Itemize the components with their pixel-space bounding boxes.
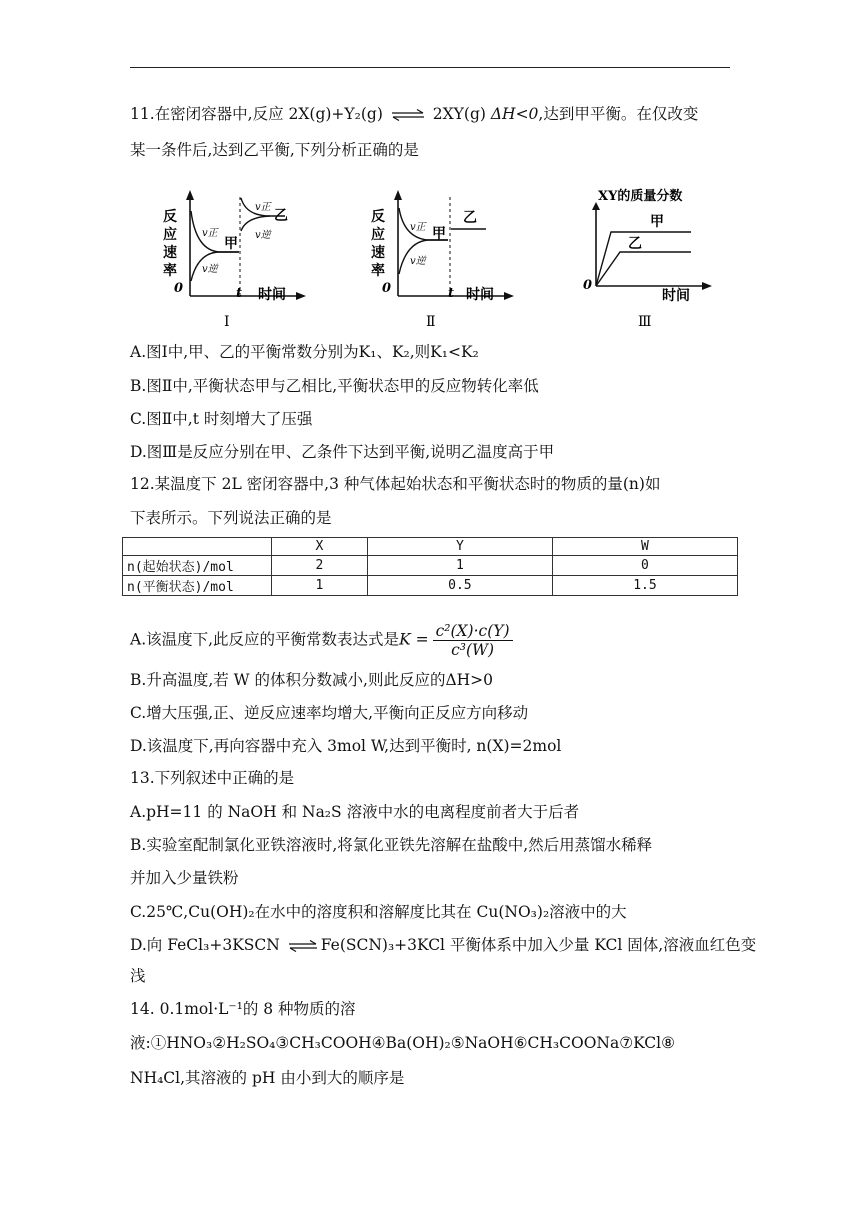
graph-1-ylabel-2: 应 <box>163 227 177 243</box>
q11-stem-line1 <box>130 104 698 124</box>
q12-option-a <box>130 622 513 659</box>
q14-stem-line1: 14. 0.1mol·L⁻¹的 8 种物质的溶 <box>130 1000 356 1018</box>
q12-option-b: B.升高温度,若 W 的体积分数减小,则此反应的ΔH>0 <box>130 671 494 689</box>
graph-1-t: t <box>236 286 243 301</box>
graph-3-ylabel: XY的质量分数 <box>598 189 683 204</box>
table-header-cell <box>123 538 272 556</box>
table-cell: n(平衡状态)/mol <box>123 576 272 596</box>
q11-reaction-rhs: 2XY(g) <box>432 105 486 123</box>
graph-1-xlabel: 时间 <box>258 287 286 303</box>
graph-2-state-yi: 乙 <box>463 210 477 226</box>
graph-2-v-forward-label: v正 <box>410 222 426 233</box>
table-header-cell: X <box>272 538 368 556</box>
q13-option-d-lhs: D.向 FeCl₃+3KSCN <box>130 936 280 954</box>
table-cell: 1 <box>367 556 552 576</box>
graph-1-ylabel-3: 速 <box>163 245 177 261</box>
graph-2-y-arrow <box>394 190 402 200</box>
table-header-row <box>123 538 738 556</box>
fraction-numerator: c²(X)·c(Y) <box>433 622 513 641</box>
graph-1-v-forward-label-2: v正 <box>255 202 271 213</box>
equilibrium-arrow-icon <box>288 940 318 952</box>
table-cell: n(起始状态)/mol <box>123 556 272 576</box>
q14-stem-line2: 液:①HNO₃②H₂SO₄③CH₃COOH④Ba(OH)₂⑤NaOH⑥CH₃COONa⑦KCl⑧ <box>130 1034 675 1052</box>
equilibrium-arrow-icon <box>391 109 425 121</box>
q12-stem-line1: 12.某温度下 2L 密闭容器中,3 种气体起始状态和平衡状态时的物质的量(n)如 <box>130 475 661 493</box>
q13-option-d-line2: 浅 <box>130 967 146 985</box>
fraction-denominator: c³(W) <box>451 641 494 659</box>
graph-1-v-reverse-after <box>241 216 270 231</box>
graph-1-ylabel-1: 反 <box>163 209 177 225</box>
graph-2-v-reverse-label: v逆 <box>410 256 426 267</box>
q12-table <box>122 537 738 596</box>
q11-delta-h: ΔH<0 <box>490 105 539 123</box>
q14-stem-line3: NH₄Cl,其溶液的 pH 由小到大的顺序是 <box>130 1069 405 1087</box>
graph-3-xlabel: 时间 <box>662 288 690 304</box>
q11-stem-tail: ,达到甲平衡。在仅改变 <box>538 105 699 123</box>
q12-option-c: C.增大压强,正、逆反应速率均增大,平衡向正反应方向移动 <box>130 704 529 722</box>
q13-option-a: A.pH=11 的 NaOH 和 Na₂S 溶液中水的电离程度前者大于后者 <box>130 803 580 821</box>
q12-option-d: D.该温度下,再向容器中充入 3mol W,达到平衡时, n(X)=2mol <box>130 737 562 755</box>
q13-option-c: C.25℃,Cu(OH)₂在水中的溶度积和溶解度比其在 Cu(NO₃)₂溶液中的大 <box>130 903 627 921</box>
table-row <box>123 576 738 596</box>
graph-1-state-yi: 乙 <box>274 208 288 224</box>
graph-1-caption: I <box>224 314 230 330</box>
graph-1-y-arrow <box>186 190 194 200</box>
graph-2-ylabel-4: 率 <box>371 263 385 279</box>
q11-stem-start: 11.在密闭容器中,反应 <box>130 105 284 123</box>
graph-2-ylabel-1: 反 <box>371 209 385 225</box>
graph-1-ylabel-4: 率 <box>163 263 177 279</box>
q12-option-a-fraction <box>433 622 513 659</box>
graph-1-v-reverse-label-2: v逆 <box>255 230 271 241</box>
graph-2-xlabel: 时间 <box>466 287 494 303</box>
q11-stem-line2: 某一条件后,达到乙平衡,下列分析正确的是 <box>130 141 419 159</box>
graph-3-state-yi: 乙 <box>628 236 642 252</box>
graph-3-x-arrow <box>702 282 712 290</box>
q11-reaction-lhs: 2X(g)+Y₂(g) <box>288 105 383 123</box>
q11-option-d: D.图Ⅲ是反应分别在甲、乙条件下达到平衡,说明乙温度高于甲 <box>130 443 555 461</box>
graph-1-state-jia: 甲 <box>224 236 238 252</box>
q13-option-b-line1: B.实验室配制氯化亚铁溶液时,将氯化亚铁先溶解在盐酸中,然后用蒸馏水稀释 <box>130 836 653 854</box>
graph-2-t: t <box>448 286 455 301</box>
graph-1-x-arrow <box>296 292 306 300</box>
table-cell: 1.5 <box>552 576 737 596</box>
table-cell: 0 <box>552 556 737 576</box>
q12-stem-line2: 下表所示。下列说法正确的是 <box>130 509 332 527</box>
graph-2-ylabel-2: 应 <box>371 227 385 243</box>
graph-2 <box>368 186 528 336</box>
graph-3 <box>578 186 718 336</box>
graph-2-state-jia: 甲 <box>432 226 446 242</box>
table-row <box>123 556 738 576</box>
q13-option-b-line2: 并加入少量铁粉 <box>130 869 239 887</box>
graph-3-curve-yi <box>596 252 691 286</box>
graph-1-v-forward-label: v正 <box>202 228 218 239</box>
header-rule <box>130 67 730 68</box>
q11-option-b: B.图Ⅱ中,平衡状态甲与乙相比,平衡状态甲的反应物转化率低 <box>130 377 539 395</box>
q13-option-d-rhs: Fe(SCN)₃+3KCl 平衡体系中加入少量 KCl 固体,溶液血红色变 <box>320 936 757 954</box>
graph-3-origin: 0 <box>583 278 593 293</box>
table-cell: 0.5 <box>367 576 552 596</box>
graph-2-caption: Ⅱ <box>426 314 436 330</box>
table-header-cell: Y <box>367 538 552 556</box>
graph-2-ylabel-3: 速 <box>371 245 385 261</box>
q13-stem: 13.下列叙述中正确的是 <box>130 769 295 787</box>
graph-3-state-jia: 甲 <box>650 214 664 230</box>
q11-option-a: A.图Ⅰ中,甲、乙的平衡常数分别为K₁、K₂,则K₁<K₂ <box>130 343 479 361</box>
table-cell: 2 <box>272 556 368 576</box>
graph-3-caption: Ⅲ <box>638 314 652 330</box>
table-header-cell: W <box>552 538 737 556</box>
q12-option-a-text: A.该温度下,此反应的平衡常数表达式是 <box>130 630 400 649</box>
graph-2-x-arrow <box>504 292 514 300</box>
table-cell: 1 <box>272 576 368 596</box>
graph-1-origin: 0 <box>174 281 184 296</box>
graph-3-curve-jia <box>596 232 691 286</box>
graph-1-v-reverse-label: v逆 <box>202 264 218 275</box>
graph-1 <box>160 186 320 336</box>
q12-option-a-k: K = <box>399 630 429 649</box>
graph-2-origin: 0 <box>382 281 392 296</box>
q13-option-d-line1 <box>130 935 756 955</box>
q11-option-c: C.图Ⅱ中,t 时刻增大了压强 <box>130 410 313 428</box>
